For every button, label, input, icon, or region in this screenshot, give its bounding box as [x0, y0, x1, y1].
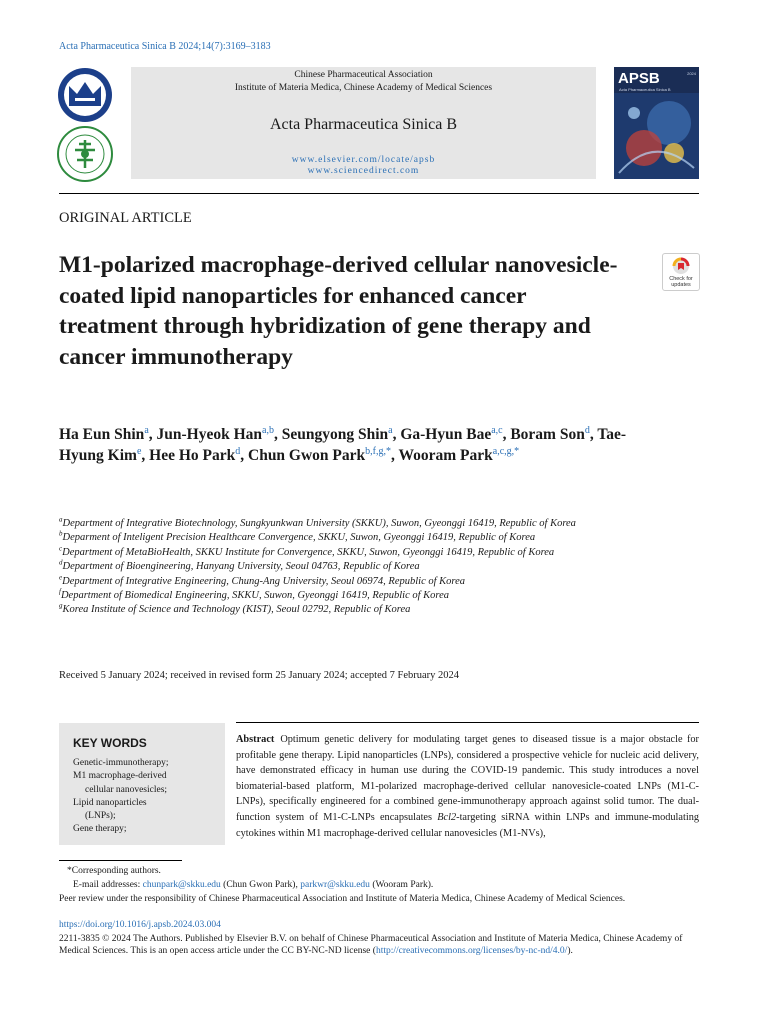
received-dates: Received 5 January 2024; received in revised form 25 January 2024; accepted 7 February 2024: [59, 670, 460, 681]
journal-masthead: [131, 67, 596, 179]
check-updates-line1: Check for: [669, 276, 693, 282]
keywords-box: [59, 723, 225, 845]
affiliation-key: b: [59, 529, 63, 538]
author-affiliation-marker[interactable]: a: [388, 424, 393, 436]
association-name: Chinese Pharmaceutical Association: [294, 70, 433, 80]
affiliation-key: d: [59, 558, 63, 567]
author-name: Ha Eun Shin: [59, 426, 145, 443]
article-title: M1-polarized macrophage-derived cellular nanovesicle-coated lipid nanoparticles for enhanced cancer treatment through hybridization of gene therapy and cancer immunotherapy: [59, 252, 618, 371]
affiliation-item: [59, 560, 604, 574]
author-list: Ha Eun Shin$^a$, Jun-Hyeok Han$^{a,b}$, Seungyong Shin$^a$, Ga-Hyun Bae$^{a,c}$, Boram Son$^d$, Tae-Hyung Kim$^e$, Hee Ho Park$^d$, Chun Gwon Park$^{b,f,g,*}$, Wooram Park$^{a,c,g,*}$: [59, 424, 627, 464]
abstract-text-part1: Optimum genetic delivery for modulating target genes to diseased tissue is a major obstacle for profitable gene therapy. Lipid nanoparticles (LNPs), considered a prospective vehicle for nucleic acid delivery, have demonstrated efficacy in human use during the COVID-19 pandemic. This study introduces a novel biomaterial-based platform, M1-polarized macrophage-derived cellular nanovesicle-coated LNPs (M1-C-LNPs), specifically engineered for a combined gene-immunotherapy approach against solid tumor. The dual-function system of M1-C-LNPs encapsulates: [236, 734, 699, 823]
license-text: 2211-3835 © 2024 The Authors. Published by Elsevier B.V. on behalf of Chinese Pharmaceutical Association and Institute of Materia Medica, Chinese Academy of Medical Sciences. This is an open access article under the CC BY-NC-ND license (: [59, 934, 683, 957]
cpa-logo-icon: [55, 66, 115, 184]
keyword-line: cellular nanovesicles;: [85, 784, 168, 795]
footnote-divider: [59, 860, 182, 861]
affiliation-text: Deparment of Inteligent Precision Healthcare Convergence, SKKU, Suwon, Gyeonggi 16419, Republic of Korea: [62, 532, 536, 544]
author-affiliation-marker[interactable]: a,b: [262, 424, 274, 436]
keyword-line: Lipid nanoparticles: [73, 797, 147, 808]
keywords-title: KEY WORDS: [73, 736, 147, 750]
keyword-line: (LNPs);: [85, 811, 116, 822]
affiliation-list: [59, 517, 604, 618]
author-affiliation-marker[interactable]: b,f,g,*: [365, 445, 391, 457]
abstract-divider: [236, 722, 699, 723]
license-link[interactable]: http://creativecommons.org/licenses/by-nc-nd/4.0/: [375, 946, 568, 957]
license-statement: [59, 933, 699, 958]
email2-owner: (Wooram Park).: [369, 880, 434, 890]
affiliation-key: e: [59, 573, 63, 582]
email-prefix: E-mail addresses:: [73, 880, 143, 890]
author-affiliation-marker[interactable]: a,c,g,*: [492, 445, 520, 457]
journal-url-elsevier[interactable]: www.elsevier.com/locate/apsb: [291, 155, 436, 165]
cover-artwork-icon: [614, 93, 699, 179]
author-name: Tae-Hyung Kim: [59, 426, 627, 464]
cover-subtitle: Acta Pharmaceutica Sinica B: [619, 87, 671, 92]
check-updates-icon: [672, 257, 690, 275]
check-updates-line2: updates: [671, 282, 691, 288]
doi-link[interactable]: https://doi.org/10.1016/j.apsb.2024.03.004: [59, 920, 221, 930]
keyword-line: M1 macrophage-derived: [73, 771, 167, 782]
check-for-updates-button[interactable]: [662, 253, 700, 291]
email-addresses: [73, 880, 433, 890]
abstract-body: [236, 732, 699, 841]
affiliation-key: a: [59, 515, 63, 524]
affiliation-text: Department of Biomedical Engineering, SKKU, Suwon, Gyeonggi 16419, Republic of Korea: [60, 590, 450, 602]
article-type-label: ORIGINAL ARTICLE: [59, 210, 192, 226]
author-name: Chun Gwon Park: [248, 446, 366, 464]
affiliation-item: [59, 546, 604, 560]
email1-owner: (Chun Gwon Park),: [220, 880, 301, 890]
affiliation-item: [59, 517, 604, 531]
society-logos: [55, 66, 115, 184]
keyword-line: Genetic-immunotherapy;: [73, 758, 169, 768]
author-affiliation-marker[interactable]: e: [136, 445, 142, 457]
affiliation-item: [59, 603, 604, 617]
affiliation-item: [59, 575, 604, 589]
header-divider: [59, 193, 699, 194]
corresponding-authors-note: *Corresponding authors.: [67, 866, 161, 876]
abstract-text-part2: -targeting siRNA within LNPs and immune-modulating cytokines within M1 macrophage-derived cellular nanovesicles (M1-NVs),: [236, 811, 699, 839]
author-affiliation-marker[interactable]: d: [235, 445, 241, 457]
affiliation-text: Korea Institute of Science and Technology (KIST), Seoul 02792, Republic of Korea: [62, 604, 411, 616]
affiliation-item: [59, 589, 604, 603]
abstract-gene-italic: Bcl2: [437, 811, 457, 823]
author-affiliation-marker[interactable]: d: [584, 424, 590, 436]
affiliation-text: Department of Bioengineering, Hanyang University, Seoul 04763, Republic of Korea: [62, 561, 420, 573]
journal-cover-image[interactable]: [614, 67, 699, 179]
affiliation-text: Department of MetaBioHealth, SKKU Institute for Convergence, SKKU, Suwon, Gyeonggi 16419, Republic of Korea: [62, 546, 555, 558]
author-affiliation-marker[interactable]: a: [144, 424, 149, 436]
author-name: Wooram Park: [398, 446, 493, 464]
author-name: Seungyong Shin: [281, 426, 389, 443]
affiliation-text: Department of Integrative Engineering, Chung-Ang University, Seoul 06974, Republic of Korea: [62, 575, 466, 587]
journal-url-sciencedirect[interactable]: www.sciencedirect.com: [307, 166, 420, 176]
abstract-label: Abstract: [236, 734, 275, 745]
license-end: ).: [567, 946, 573, 957]
affiliation-key: g: [59, 601, 63, 610]
author-name: Boram Son: [510, 426, 585, 443]
author-name: Jun-Hyeok Han: [156, 426, 263, 443]
affiliation-key: c: [59, 544, 63, 553]
keywords-list: [73, 757, 169, 837]
journal-name: Acta Pharmaceutica Sinica B: [269, 116, 458, 133]
author-name: Ga-Hyun Bae: [400, 426, 492, 443]
cover-title: APSB: [618, 70, 660, 87]
email-link-chunpark[interactable]: chunpark@skku.edu: [142, 880, 221, 890]
peer-review-note: Peer review under the responsibility of Chinese Pharmaceutical Association and Institute of Materia Medica, Chinese Academy of Medical Sciences.: [59, 894, 626, 904]
affiliation-item: [59, 531, 604, 545]
author-name: Hee Ho Park: [149, 446, 236, 464]
journal-citation[interactable]: Acta Pharmaceutica Sinica B 2024;14(7):3169–3183: [59, 41, 271, 52]
author-affiliation-marker[interactable]: a,c: [491, 424, 503, 436]
cover-year: 2024: [687, 71, 696, 76]
email-link-parkwr[interactable]: parkwr@skku.edu: [300, 880, 370, 890]
institute-name: Institute of Materia Medica, Chinese Academy of Medical Sciences: [234, 83, 493, 93]
keyword-line: Gene therapy;: [73, 824, 127, 835]
affiliation-key: f: [59, 587, 61, 596]
affiliation-text: Department of Integrative Biotechnology, Sungkyunkwan University (SKKU), Suwon, Gyeonggi 16419, Republic of Korea: [62, 518, 576, 529]
